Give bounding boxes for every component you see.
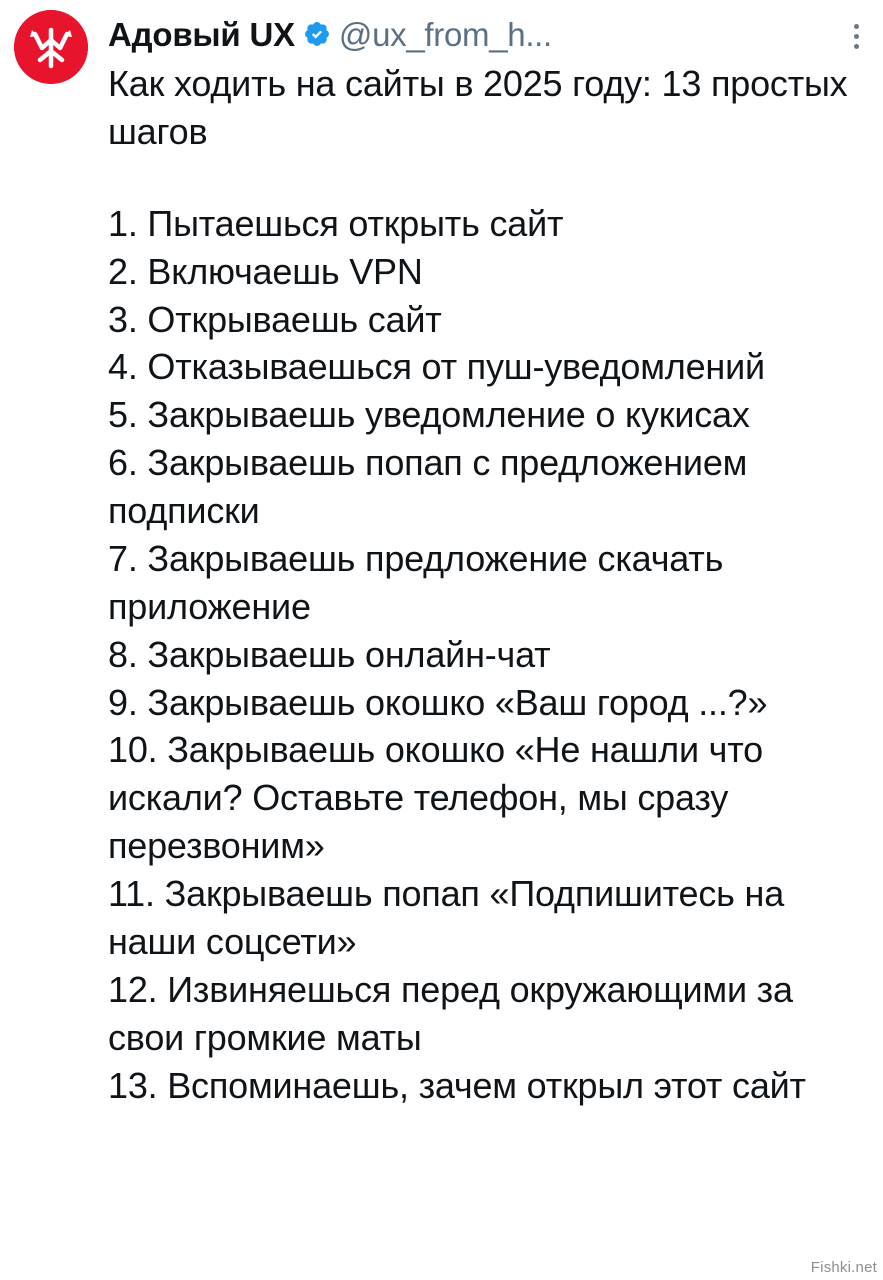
list-item: 1. Пытаешься открыть сайт — [108, 202, 564, 244]
author-display-name[interactable]: Адовый UX — [108, 15, 295, 53]
tweet-content — [100, 10, 869, 1280]
list-item: 3. Открываешь сайт — [108, 298, 442, 340]
avatar-column — [14, 10, 100, 1280]
list-item: 8. Закрываешь онлайн-чат — [108, 633, 551, 675]
avatar[interactable] — [14, 10, 88, 84]
post-title: Как ходить на сайты в 2025 году: 13 простых шагов — [108, 63, 858, 152]
verified-badge-icon — [303, 20, 331, 48]
list-item: 12. Извиняешься перед окружающими за свои громкие маты — [108, 968, 793, 1058]
list-item: 13. Вспоминаешь, зачем открыл этот сайт — [108, 1064, 806, 1106]
watermark: Fishki.net — [810, 1259, 877, 1276]
list-item: 10. Закрываешь окошко «Не нашли что искали? Оставьте телефон, мы сразу перезвоним» — [108, 729, 763, 867]
list-item: 7. Закрываешь предложение скачать приложение — [108, 537, 724, 627]
author-header — [108, 10, 869, 58]
list-item: 9. Закрываешь окошко «Ваш город ...?» — [108, 681, 768, 723]
more-options-icon[interactable] — [845, 16, 867, 56]
author-handle[interactable]: @ux_from_h... — [338, 15, 552, 53]
devil-trident-icon — [14, 10, 88, 84]
list-item: 11. Закрываешь попап «Подпишитесь на наши соцсети» — [108, 873, 785, 962]
list-item: 2. Включаешь VPN — [108, 250, 423, 292]
steps-list — [108, 200, 869, 1110]
list-item: 4. Отказываешься от пуш-уведомлений — [108, 346, 765, 388]
list-item: 5. Закрываешь уведомление о кукисах — [108, 394, 750, 436]
list-item: 6. Закрываешь попап с предложением подписки — [108, 442, 748, 531]
